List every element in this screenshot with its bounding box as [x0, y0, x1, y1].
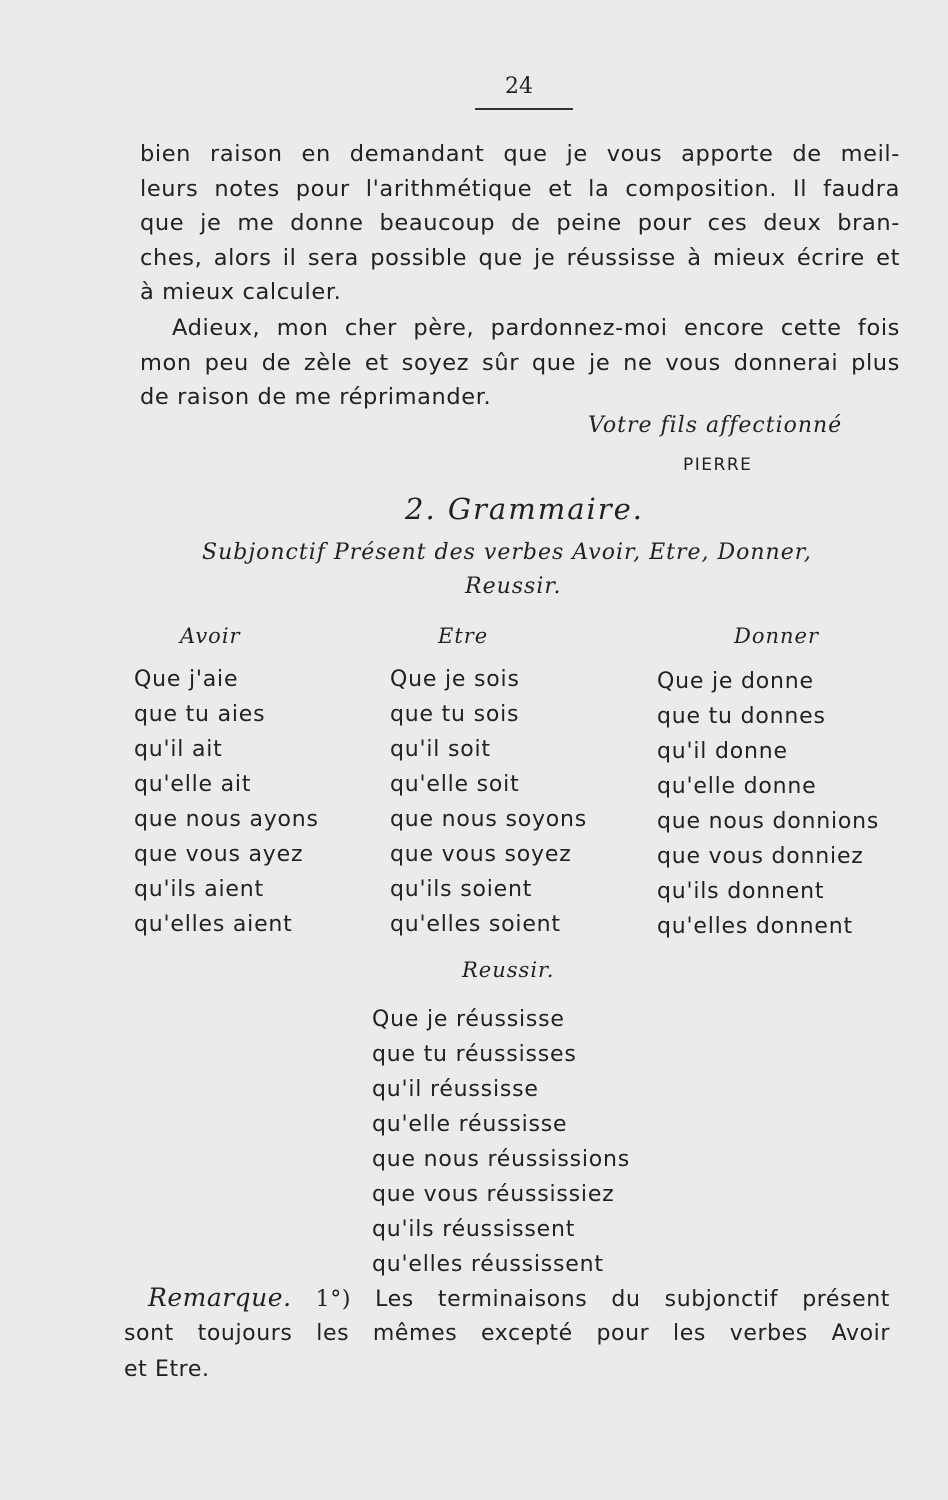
letter-paragraph-2: [140, 311, 900, 415]
conjugation-form: qu'elle réussisse: [372, 1112, 568, 1137]
conjugation-form: qu'ils soient: [390, 877, 533, 902]
letter-signature: PIERRE: [683, 455, 753, 475]
remark-label: Remarque.: [148, 1283, 292, 1312]
conjugation-form: qu'elle donne: [657, 774, 817, 799]
conjugation-form: que nous ayons: [134, 807, 319, 832]
conjugation-form: qu'elles soient: [390, 912, 561, 937]
conjugation-form: que tu réussisses: [372, 1042, 577, 1067]
conjugation-form: qu'elles réussissent: [372, 1252, 604, 1277]
conjugation-form: qu'elle soit: [390, 772, 520, 797]
conjugation-form: que vous réussissiez: [372, 1182, 615, 1207]
conjugation-form: qu'elle ait: [134, 772, 252, 797]
conjugation-form: qu'il soit: [390, 737, 491, 762]
conjugation-form: que nous donnions: [657, 809, 880, 834]
conjugation-form: qu'elles aient: [134, 912, 293, 937]
remark-number: 1°): [315, 1287, 352, 1312]
conjugation-column-reussir: [372, 1002, 630, 1282]
column-title-etre: Etre: [438, 624, 489, 648]
text-line: Adieux, mon cher père, pardonnez-moi encore cette fois: [172, 315, 900, 341]
text-line: de raison de me réprimander.: [140, 384, 492, 410]
section-subtitle-line-1: Subjonctif Présent des verbes Avoir, Etre, Donner,: [202, 540, 812, 565]
conjugation-form: Que je donne: [657, 669, 814, 694]
column-title-reussir: Reussir.: [462, 958, 555, 982]
letter-paragraph-1: [140, 137, 900, 310]
conjugation-form: que nous soyons: [390, 807, 588, 832]
conjugation-form: qu'elles donnent: [657, 914, 853, 939]
conjugation-form: qu'il ait: [134, 737, 223, 762]
text-line: leurs notes pour l'arithmétique et la composition. Il faudra: [140, 175, 900, 202]
conjugation-form: Que je sois: [390, 667, 520, 692]
section-heading: 2. Grammaire.: [405, 492, 645, 526]
conjugation-form: qu'ils réussissent: [372, 1217, 576, 1242]
conjugation-form: qu'ils aient: [134, 877, 264, 902]
page-number-rule: [475, 108, 573, 110]
conjugation-form: que vous donniez: [657, 844, 864, 869]
conjugation-form: Que je réussisse: [372, 1007, 565, 1032]
letter-closing: Votre fils affectionné: [588, 413, 843, 438]
text-line: bien raison en demandant que je vous apporte de meil-: [140, 141, 900, 167]
text-line: que je me donne beaucoup de peine pour ces deux bran-: [140, 210, 900, 236]
section-subtitle-line-2: Reussir.: [465, 574, 562, 599]
conjugation-form: que vous ayez: [134, 842, 304, 867]
text-line: à mieux calculer.: [140, 279, 342, 305]
conjugation-form: que tu aies: [134, 702, 266, 727]
conjugation-form: que tu donnes: [657, 704, 826, 729]
remark-paragraph: [124, 1280, 890, 1388]
conjugation-form: que vous soyez: [390, 842, 572, 867]
column-title-avoir: Avoir: [180, 624, 241, 648]
conjugation-column-donner: [657, 664, 879, 944]
remark-line-2: sont toujours les mêmes excepté pour les verbes Avoir: [124, 1321, 890, 1346]
column-title-donner: Donner: [734, 624, 819, 648]
remark-line-3: et Etre.: [124, 1357, 210, 1382]
page-number: 24: [505, 74, 533, 99]
conjugation-form: qu'ils donnent: [657, 879, 825, 904]
text-line: ches, alors il sera possible que je réussisse à mieux écrire et: [140, 244, 900, 271]
remark-text: Les terminaisons du subjonctif présent: [375, 1287, 891, 1312]
conjugation-column-etre: [390, 662, 587, 942]
text-line: mon peu de zèle et soyez sûr que je ne vous donnerai plus: [140, 349, 900, 376]
conjugation-form: qu'il donne: [657, 739, 788, 764]
conjugation-form: que tu sois: [390, 702, 520, 727]
conjugation-form: que nous réussissions: [372, 1147, 631, 1172]
remark-line-1: [124, 1280, 890, 1316]
conjugation-form: Que j'aie: [134, 667, 239, 692]
conjugation-form: qu'il réussisse: [372, 1077, 539, 1102]
conjugation-column-avoir: [134, 662, 319, 942]
